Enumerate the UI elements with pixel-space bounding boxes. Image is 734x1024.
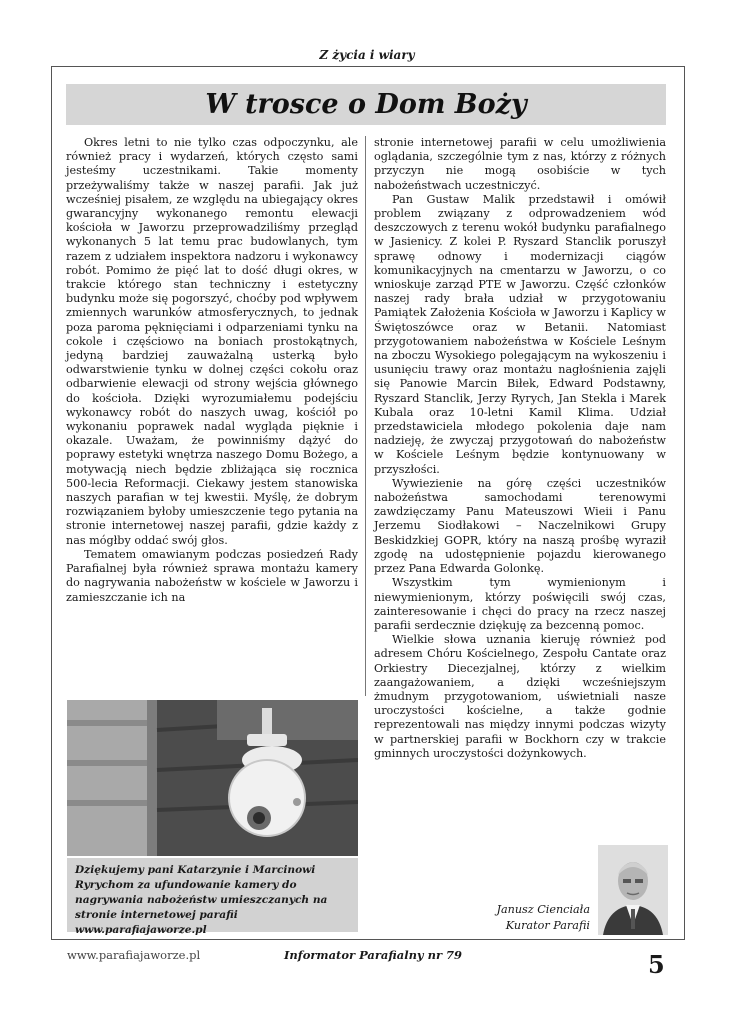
paragraph: stronie internetowej parafii w celu umożliwienia oglądania, szczególnie tym z nas, którzy z różnych przyczyn nie mogą osobiście w tych nabożeństwach uczestniczyć. — [374, 136, 666, 192]
paragraph: Tematem omawianym podczas posiedzeń Rady Parafialnej była również sprawa montażu kamery do nagrywania nabożeństw w kościele w Jaworzu i zamieszczanie ich na — [66, 547, 358, 604]
article-title-bar — [66, 84, 666, 125]
author-role: Kurator Parafii — [505, 919, 590, 932]
left-column — [66, 136, 358, 605]
camera-photo — [67, 700, 358, 856]
paragraph: Pan Gustaw Malik przedstawił i omówił problem związany z odprowadzeniem wód deszczowych z terenu wokół budynku parafialnego w Jasienicy. Z kolei P. Ryszard Stanclik poruszył sprawę odnowy i modernizacji ciągów komunikacyjnych na cmentarzu w Jaworzu, o co wnioskuje zarząd PTE w Jaworzu. Część członków naszej rady brała udział w przygotowaniu Pamiątek Założenia Kościoła w Jaworzu i Kaplicy w Świętoszówce oraz w Betanii. Natomiast przygotowaniem nabożeństwa w Kościele Leśnym na zboczu Wysokiego polegającym na wykoszeniu i usunięciu trawy oraz montażu nagłośnienia zajęli się Panowie Marcin Biłek, Edward Podstawny, Ryszard Stanclik, Jerzy Ryrych, Jan Stekla i Marek Kubala oraz 10-letni Kamil Klima. Udział przedstawiciela młodego pokolenia daje nam nadzieję, że zwyczaj przygotowań do nabożeństw w Kościele Leśnym będzie kontynuowany w przyszłości. — [374, 192, 666, 476]
author-name: Janusz Cienciała — [496, 903, 590, 916]
column-divider — [365, 136, 366, 696]
paragraph: Wszystkim tym wymienionym i niewymienionym, którzy poświęcili swój czas, zainteresowanie i chęci do pracy na rzecz naszej parafii serdecznie dziękuję za bezcenną pomoc. — [374, 576, 666, 632]
author-photo-illustration — [598, 845, 668, 935]
footer-issue: Informator Parafialny nr 79 — [284, 948, 463, 962]
footer-website[interactable]: www.parafiajaworze.pl — [67, 948, 201, 962]
author-portrait — [598, 845, 668, 935]
right-column — [374, 136, 666, 761]
photo-caption: Dziękujemy pani Katarzynie i Marcinowi Ryrychom za ufundowanie kamery do nagrywania nabożeństw umieszczanych na stronie internetowej parafii www.parafiajaworze.pl — [67, 858, 358, 932]
page-number: 5 — [648, 950, 665, 979]
section-title: Z życia i wiary — [319, 48, 415, 62]
paragraph: Okres letni to nie tylko czas odpoczynku, ale również pracy i wydarzeń, których często sami jesteśmy uczestnikami. Takie momenty przeżywaliśmy także w naszej parafii. Jak już wcześniej pisałem, ze względu na ubiegający okres gwarancyjny wykonanego remontu elewacji kościoła w Jaworzu przeprowadziliśmy przegląd wykonanych 5 lat temu prac budowlanych, tym razem z udziałem inspektora nadzoru i wykonawcy robót. Pomimo że pięć lat to dość długi okres, w trakcie którego stan techniczny i estetyczny budynku może się pogorszyć, choćby pod wpływem zmiennych warunków atmosferycznych, to jednak poza paroma pęknięciami i odparzeniami tynku na cokole i częściowo na boniach prostokątnych, jedyną bardziej zauważalną usterką było odwarstwienie tynku w dolnej części cokołu oraz odbarwienie elewacji od strony wejścia głównego do kościoła. Dzięki wyrozumiałemu podejściu wykonawcy robót do naszych uwag, kościół po wykonaniu poprawek nadal wygląda pięknie i okazale. Uważam, że powinniśmy dążyć do poprawy estetyki wnętrza naszego Domu Bożego, a motywacją niech będzie zbliżająca się rocznica 500-lecia Reformacji. Ciekawy jestem stanowiska naszych parafian w tej kwestii. Myślę, że dobrym rozwiązaniem byłoby umieszczenie tego pytania na stronie internetowej naszej parafii, gdzie każdy z nas mógłby oddać swój głos. — [66, 136, 358, 547]
camera-illustration — [67, 700, 358, 856]
paragraph: Wielkie słowa uznania kieruję również pod adresem Chóru Kościelnego, Zespołu Cantate oraz Orkiestry Diecezjalnej, którzy z wielkim zaangażowaniem, a dzięki wcześniejszym żmudnym przygotowaniom, uświetniali nasze uroczystości kościelne, a także godnie reprezentowali nas między innymi podczas wizyty w partnerskiej parafii w Bockhorn czy w trakcie gminnych uroczystości dożynkowych. — [374, 633, 666, 760]
paragraph: Wywiezienie na górę części uczestników nabożeństwa samochodami terenowymi zawdzięczamy Panu Mateuszowi Wieii i Panu Jerzemu Siodłakowi – Naczelnikowi Grupy Beskidzkiej GOPR, który na naszą prośbę wyraził zgodę na udostępnienie pojazdu kierowanego przez Pana Edwarda Golonkę. — [374, 476, 666, 576]
author-signature — [440, 902, 590, 934]
article-title: W trosce o Dom Boży — [205, 89, 527, 120]
